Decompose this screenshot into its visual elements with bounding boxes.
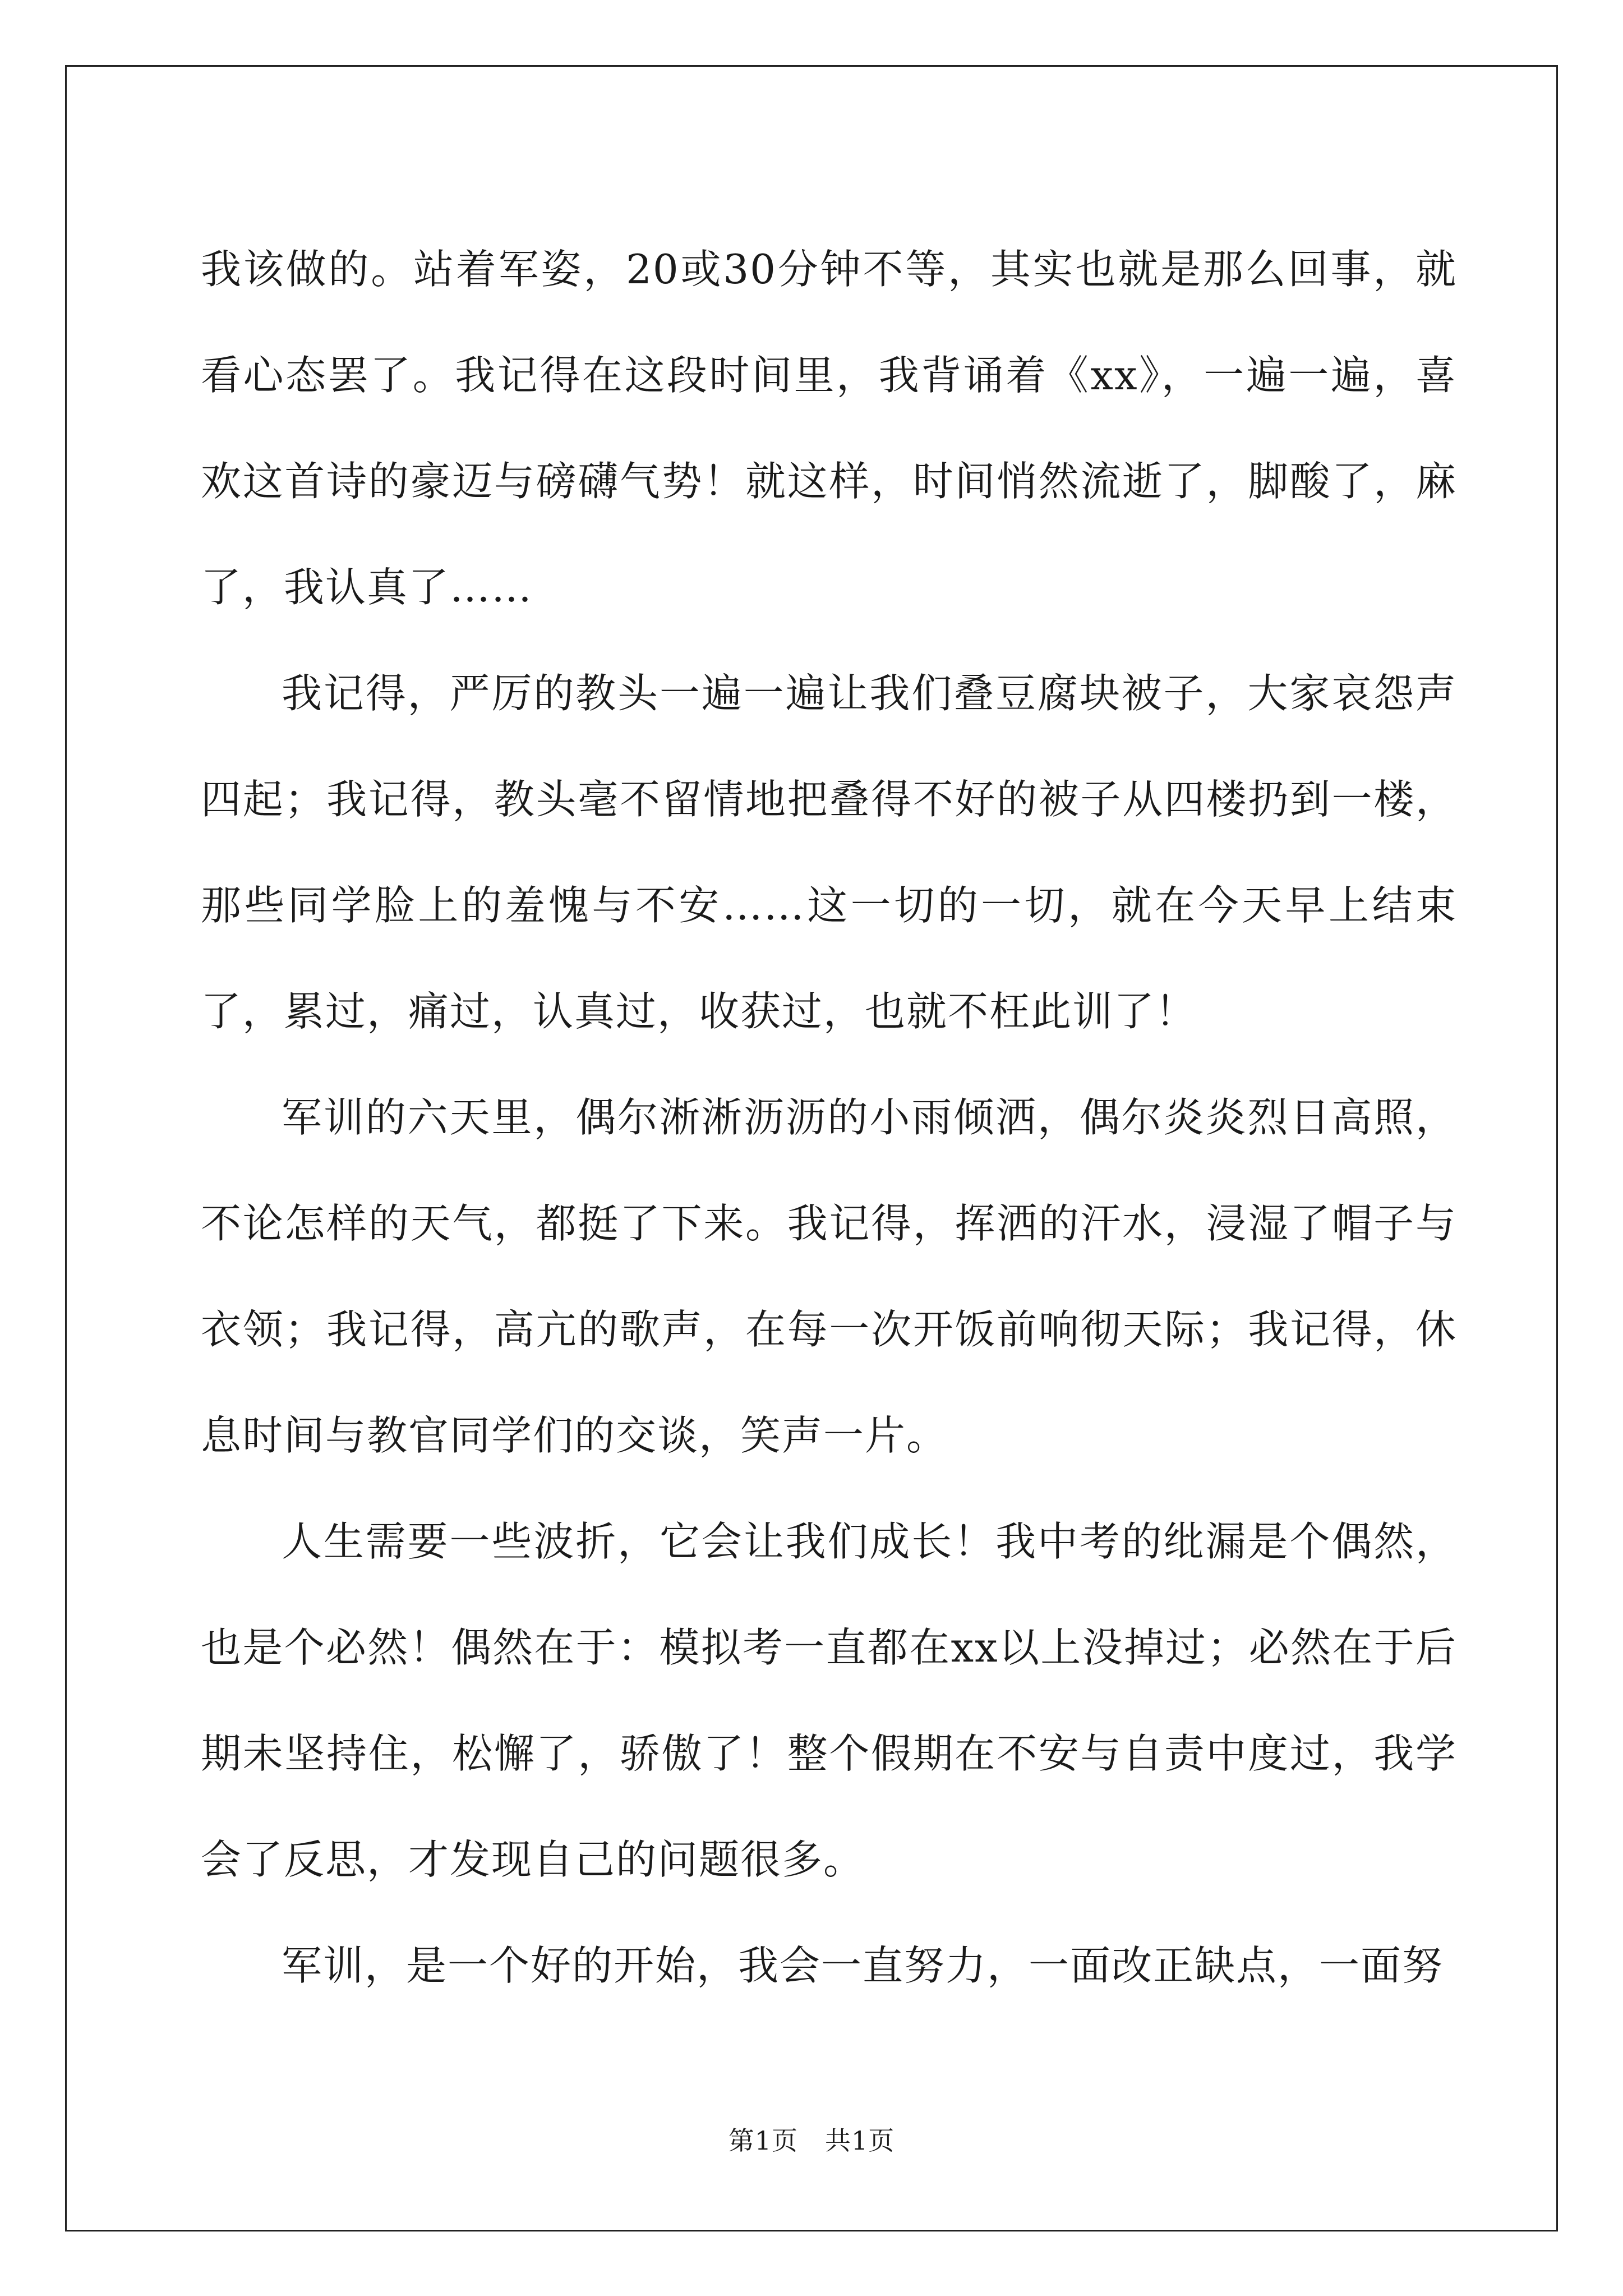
page-number: 第1页 <box>728 2125 798 2156</box>
document-body <box>201 217 1457 2019</box>
paragraph: 军训的六天里，偶尔淅淅沥沥的小雨倾洒，偶尔炎炎烈日高照，不论怎样的天气，都挺了下来。我记得，挥洒的汗水，浸湿了帽子与衣领；我记得，高亢的歌声，在每一次开饭前响彻天际；我记得，休息时间与教官同学们的交谈，笑声一片。 <box>201 1094 1457 1459</box>
paragraph: 我该做的。站着军姿，20或30分钟不等，其实也就是那么回事，就看心态罢了。我记得在这段时间里，我背诵着《xx》，一遍一遍，喜欢这首诗的豪迈与磅礴气势！就这样，时间悄然流逝了，脚酸了，麻了，我认真了…… <box>201 246 1457 611</box>
paragraph: 人生需要一些波折，它会让我们成长！我中考的纰漏是个偶然，也是个必然！偶然在于：模拟考一直都在xx以上没掉过；必然在于后期未坚持住，松懈了，骄傲了！整个假期在不安与自责中度过，我学会了反思，才发现自己的问题很多。 <box>201 1518 1457 1883</box>
paragraph: 我记得，严厉的教头一遍一遍让我们叠豆腐块被子，大家哀怨声四起；我记得，教头毫不留情地把叠得不好的被子从四楼扔到一楼，那些同学脸上的羞愧与不安……这一切的一切，就在今天早上结束了，累过，痛过，认真过，收获过，也就不枉此训了！ <box>201 670 1457 1035</box>
paragraph: 军训，是一个好的开始，我会一直努力，一面改正缺点，一面努 <box>282 1942 1444 1989</box>
page-footer <box>0 2124 1623 2157</box>
page-total: 共1页 <box>825 2125 895 2156</box>
